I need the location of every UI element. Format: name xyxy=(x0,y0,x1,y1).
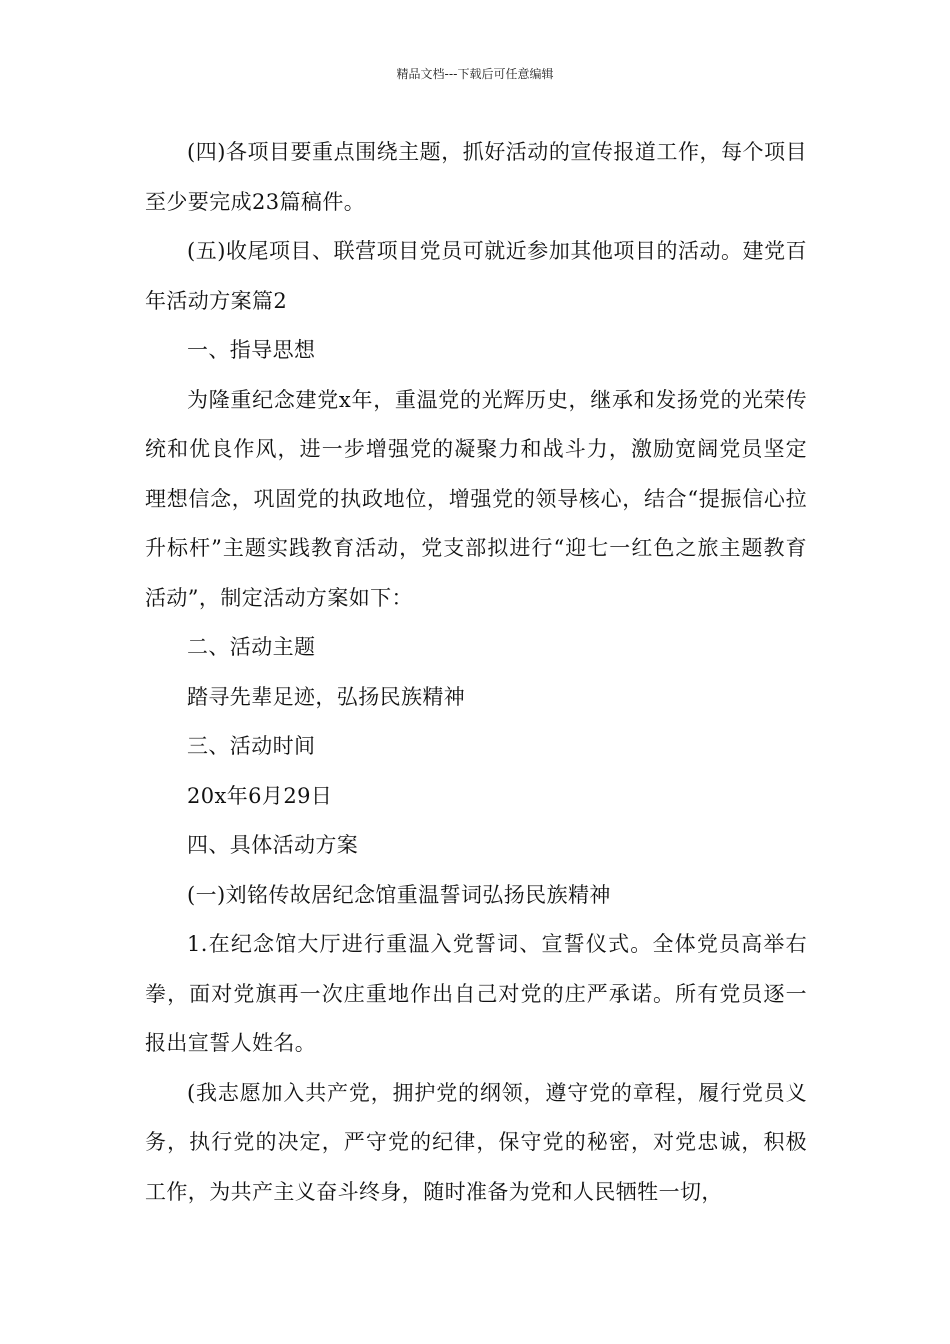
subsection-heading-1: (一)刘铭传故居纪念馆重温誓词弘扬民族精神 xyxy=(187,882,611,907)
section-heading-guiding-idea: 一、指导思想 xyxy=(187,338,316,362)
paragraph-oath-text: (我志愿加入共产党，拥护党的纲领，遵守党的章程，履行党员义务，执行党的决定，严守党的纪律，保守党的秘密，对党忠诚，积极工作，为共产主义奋斗终身，随时准备为党和人民牺牲一切， xyxy=(145,1080,807,1204)
paragraph-oath-ceremony: 1.在纪念馆大厅进行重温入党誓词、宣誓仪式。全体党员高举右拳，面对党旗再一次庄重地作出自己对党的庄严承诺。所有党员逐一报出宣誓人姓名。 xyxy=(145,932,807,1055)
paragraph-theme: 踏寻先辈足迹，弘扬民族精神 xyxy=(187,684,466,709)
paragraph-time: 20x年6月29日 xyxy=(187,783,333,808)
document-body xyxy=(145,128,807,1217)
paragraph-task-5: (五)收尾项目、联营项目党员可就近参加其他项目的活动。建党百年活动方案篇2 xyxy=(145,239,807,313)
section-heading-time: 三、活动时间 xyxy=(187,734,316,758)
section-heading-plan: 四、具体活动方案 xyxy=(187,833,359,857)
section-heading-theme: 二、活动主题 xyxy=(187,635,316,659)
page-header: 精品文档---下载后可任意编辑 xyxy=(396,67,554,81)
paragraph-guiding-idea: 为隆重纪念建党x年，重温党的光辉历史，继承和发扬党的光荣传统和优良作风，进一步增强党的凝聚力和战斗力，激励宽阔党员坚定理想信念，巩固党的执政地位，增强党的领导核心，结合“提振信心拉升标杆”主题实践教育活动，党支部拟进行“迎七一红色之旅主题教育活动”，制定活动方案如下： xyxy=(145,387,807,610)
paragraph-task-4: (四)各项目要重点围绕主题，抓好活动的宣传报道工作，每个项目至少要完成23篇稿件。 xyxy=(145,140,807,214)
